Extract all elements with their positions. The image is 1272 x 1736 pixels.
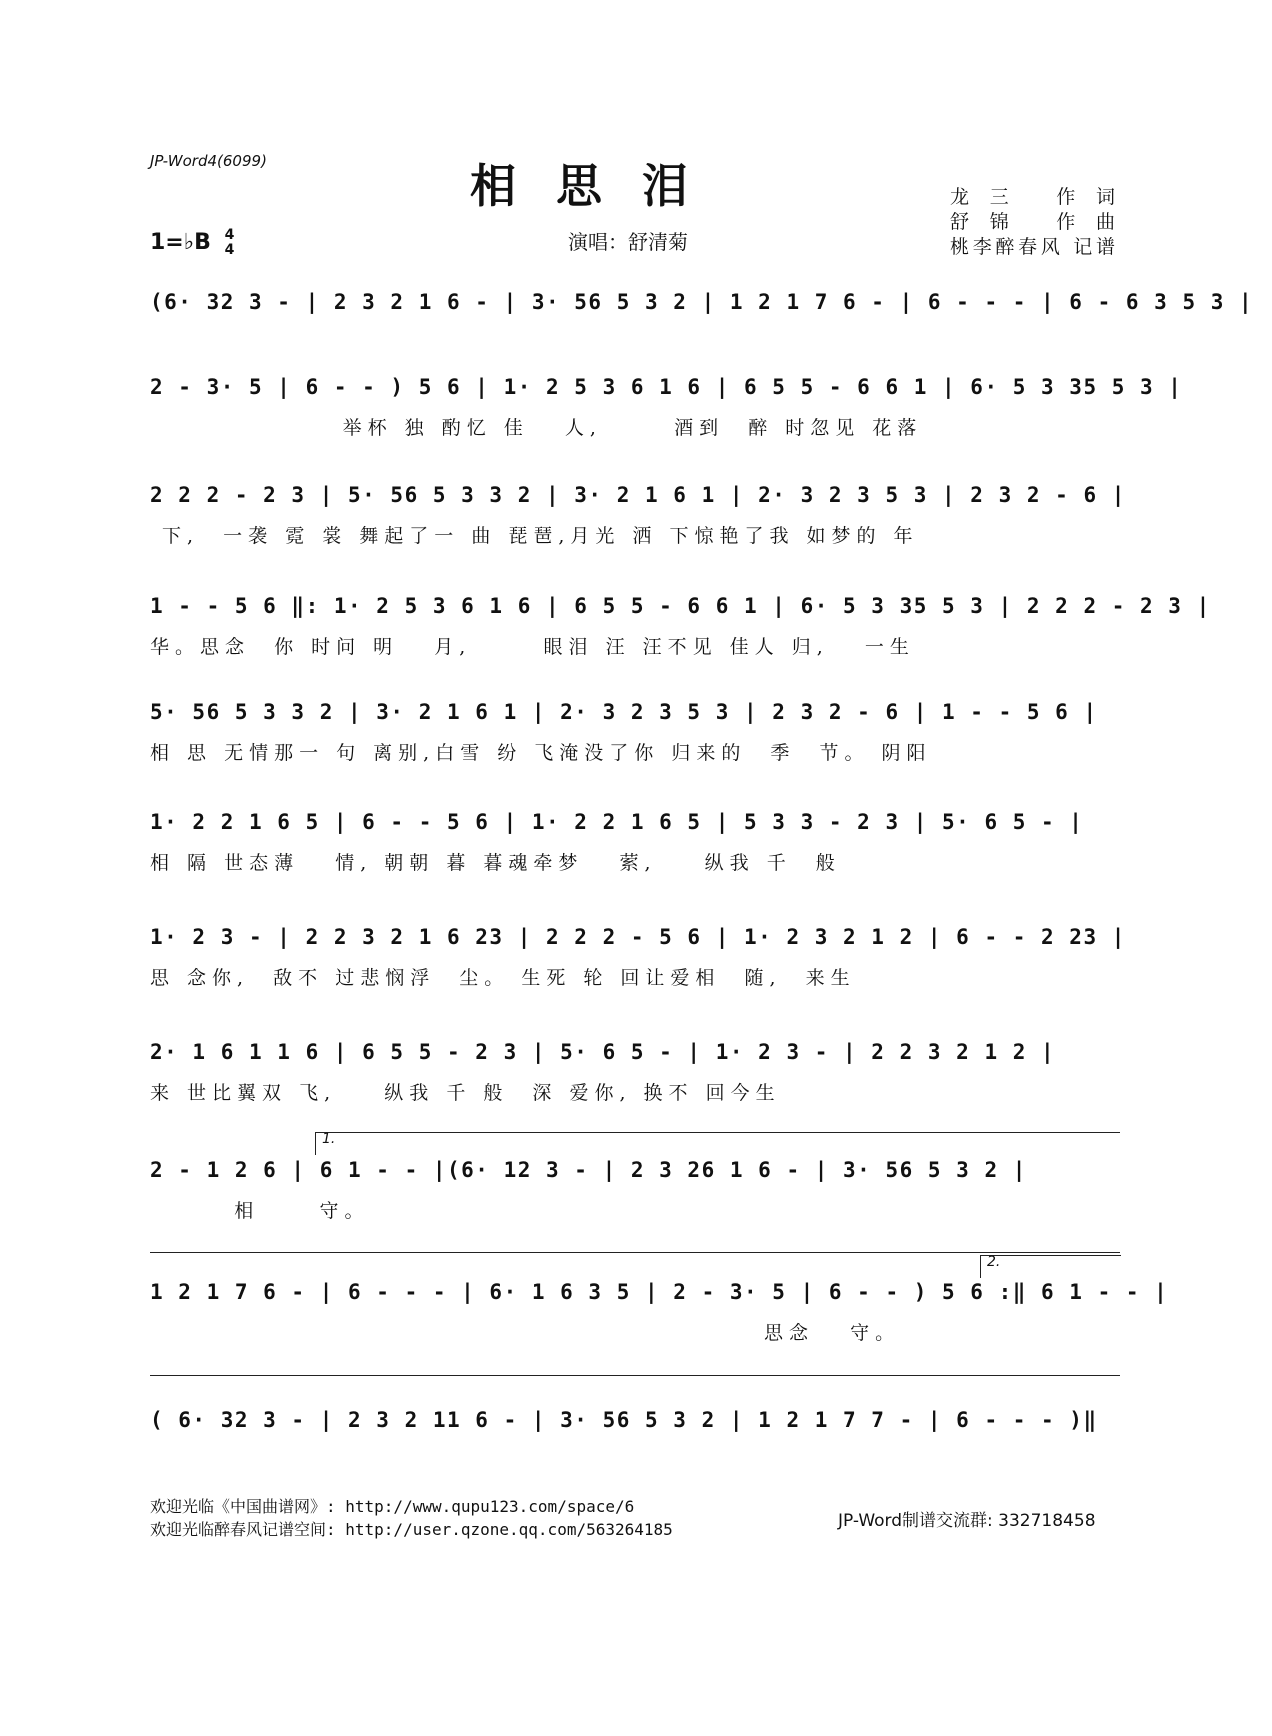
singer-credit: 演唱：舒清菊	[568, 230, 688, 254]
score-row-11: ( 6· 32 3 - | 2 3 2 11 6 - | 3· 56 5 3 2 | 1 2 1 7 7 - | 6 - - - )‖	[150, 1408, 1098, 1432]
lyricist-credit: 龙三 作词	[950, 186, 1115, 208]
score-row-8: 2· 1 6 1 1 6 | 6 5 5 - 2 3 | 5· 6 5 - | 1· 2 3 - | 2 2 3 2 1 2 |	[150, 1040, 1056, 1064]
composer-credit: 舒锦 作曲	[950, 211, 1115, 233]
score-row-2: 2 - 3· 5 | 6 - - ) 5 6 | 1· 2 5 3 6 1 6 | 6 5 5 - 6 6 1 | 6· 5 3 35 5 3 |	[150, 375, 1183, 399]
key-label: 1=♭B	[150, 230, 211, 255]
time-top: 4	[224, 227, 235, 243]
lyric-row-5: 相 思 无情那一 句 离别,白雪 纷 飞淹没了你 归来的 季 节。 阴阳	[150, 742, 932, 764]
lyric-row-2: 举杯 独 酌忆 佳 人, 酒到 醉 时忽见 花落	[150, 417, 923, 439]
lyric-row-3: 下, 一袭 霓 裳 舞起了一 曲 琵琶,月光 洒 下惊艳了我 如梦的 年	[150, 525, 919, 547]
lyric-row-6: 相 隔 世态薄 情, 朝朝 暮 暮魂牵梦 萦, 纵我 千 般	[150, 852, 841, 874]
score-row-4: 1 - - 5 6 ‖: 1· 2 5 3 6 1 6 | 6 5 5 - 6 6 1 | 6· 5 3 35 5 3 | 2 2 2 - 2 3 |	[150, 594, 1211, 618]
song-title: 相思泪	[470, 159, 728, 213]
volta-rule-3	[150, 1375, 1120, 1376]
second-ending-bracket	[980, 1255, 1121, 1278]
lyric-row-4: 华。思念 你 时问 明 月, 眼泪 汪 汪不见 佳人 归, 一生	[150, 636, 915, 658]
lyric-row-9: 相 守。	[150, 1200, 370, 1222]
score-row-3: 2 2 2 - 2 3 | 5· 56 5 3 3 2 | 3· 2 1 6 1 | 2· 3 2 3 5 3 | 2 3 2 - 6 |	[150, 483, 1126, 507]
time-bottom: 4	[224, 242, 235, 258]
time-signature	[225, 228, 235, 258]
first-ending-bracket	[315, 1132, 436, 1155]
lyric-row-7: 思 念你, 敌不 过悲悯浮 尘。 生死 轮 回让爱相 随, 来生	[150, 967, 856, 989]
lyric-row-10: 思念 守。	[150, 1322, 901, 1344]
lyric-row-8: 来 世比翼双 飞, 纵我 千 般 深 爱你, 换不 回今生	[150, 1082, 781, 1104]
volta-rule-2	[150, 1252, 1120, 1253]
transcriber-credit: 桃李醉春风 记谱	[950, 236, 1115, 258]
score-row-10: 1 2 1 7 6 - | 6 - - - | 6· 1 6 3 5 | 2 - 3· 5 | 6 - - ) 5 6 :‖ 6 1 - - |	[150, 1280, 1169, 1304]
credits	[950, 185, 1115, 260]
score-row-7: 1· 2 3 - | 2 2 3 2 1 6 23 | 2 2 2 - 5 6 | 1· 2 3 2 1 2 | 6 - - 2 23 |	[150, 925, 1126, 949]
score-row-9: 2 - 1 2 6 | 6 1 - - |(6· 12 3 - | 2 3 26 1 6 - | 3· 56 5 3 2 |	[150, 1158, 1027, 1182]
footer-line-1: 欢迎光临《中国曲谱网》: http://www.qupu123.com/space/6	[150, 1497, 635, 1516]
score-row-6: 1· 2 2 1 6 5 | 6 - - 5 6 | 1· 2 2 1 6 5 | 5 3 3 - 2 3 | 5· 6 5 - |	[150, 810, 1084, 834]
score-row-1: (6· 32 3 - | 2 3 2 1 6 - | 3· 56 5 3 2 | 1 2 1 7 6 - | 6 - - - | 6 - 6 3 5 3 |	[150, 290, 1254, 314]
software-label: JP-Word4(6099)	[150, 152, 267, 170]
footer-links	[150, 1495, 673, 1541]
score-row-5: 5· 56 5 3 3 2 | 3· 2 1 6 1 | 2· 3 2 3 5 3 | 2 3 2 - 6 | 1 - - 5 6 |	[150, 700, 1098, 724]
first-ending-label: 1.	[322, 1131, 336, 1147]
footer-line-2: 欢迎光临醉春风记谱空间: http://user.qzone.qq.com/563264185	[150, 1520, 673, 1539]
second-ending-label: 2.	[987, 1254, 1001, 1270]
key-signature	[150, 228, 234, 258]
footer-group: JP-Word制谱交流群: 332718458	[838, 1511, 1096, 1531]
